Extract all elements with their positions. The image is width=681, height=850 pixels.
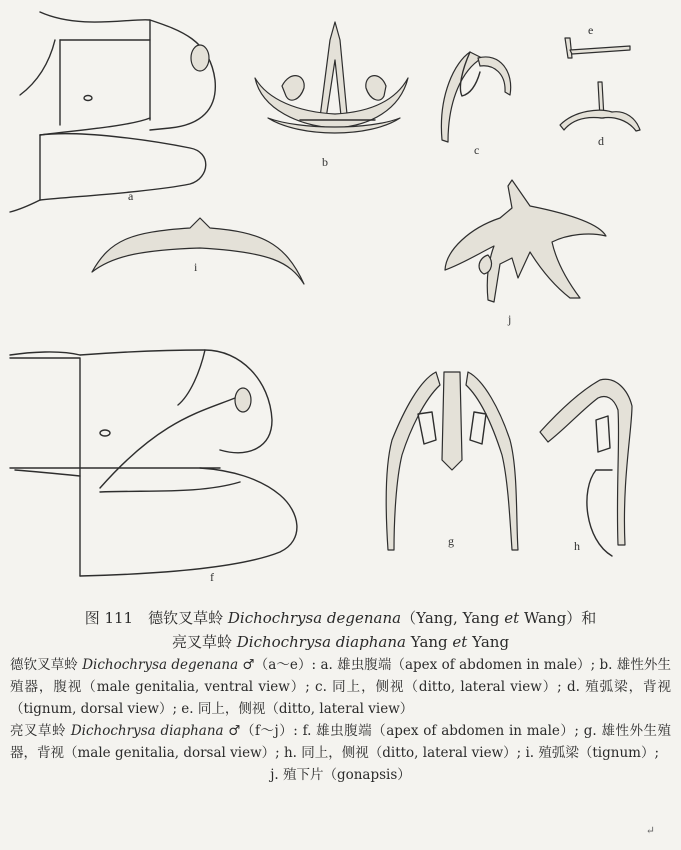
p1-text: ♂（a～e）: a. 雄虫腹端（apex of abdomen in male）; b. 雄性外生殖器，腹视（male genitalia, ventral view）; c. 同上，侧视（ditto, lateral view）; d. 殖弧梁，背视（tignum, dorsal view）; e. 同上，侧视（ditto, lateral view） <box>10 657 671 717</box>
caption-title <box>0 606 681 630</box>
p1-species: Dichochrysa degenana <box>82 657 239 673</box>
panel-label-h: h <box>574 539 580 553</box>
panel-label-c: c <box>474 143 480 157</box>
p1-cn: 德钦叉草蛉 <box>10 657 78 673</box>
drawing-g <box>386 372 518 550</box>
panel-label-e: e <box>588 23 594 37</box>
panel-label-f: f <box>210 570 214 584</box>
panel-label-a: a <box>128 189 134 203</box>
panel-label-b: b <box>322 155 328 169</box>
author-2a: Yang <box>405 633 453 651</box>
drawing-j <box>445 180 606 302</box>
panel-label-i: i <box>194 260 198 274</box>
title-prefix: 图 111 德钦叉草蛉 <box>84 609 224 627</box>
caption-last-line: j. 殖下片（gonapsis） <box>270 767 411 783</box>
caption-paragraph-2 <box>0 720 681 764</box>
caption-paragraph-1 <box>0 654 681 720</box>
title-line2-cn: 亮叉草蛉 <box>171 633 232 651</box>
drawing-e <box>565 38 630 58</box>
author-1a: （Yang, Yang <box>401 609 505 627</box>
species-name-2: Dichochrysa diaphana <box>236 633 406 651</box>
drawing-i <box>92 218 304 284</box>
author-1b: Wang）和 <box>519 609 597 627</box>
paragraph-end-mark: ↵ <box>645 824 655 837</box>
p2-cn: 亮叉草蛉 <box>10 723 67 739</box>
p2-text: ♂（f～j）: f. 雄虫腹端（apex of abdomen in male）; g. 雄性外生殖器，背视（male genitalia, dorsal view）; h. 同上，侧视（ditto, lateral view）; i. 殖弧梁（tignum）; <box>10 723 672 761</box>
species-name-1: Dichochrysa degenana <box>227 609 402 627</box>
panel-label-d: d <box>598 134 604 148</box>
figure-caption <box>0 606 681 850</box>
caption-title-line2 <box>0 630 681 654</box>
author-2-et: et <box>452 633 468 651</box>
author-1-et: et <box>504 609 520 627</box>
author-2b: Yang <box>467 633 510 651</box>
p2-species: Dichochrysa diaphana <box>70 723 224 739</box>
drawing-d <box>560 82 640 131</box>
drawing-a <box>10 12 215 212</box>
drawing-c <box>441 52 510 142</box>
panel-label-j: j <box>508 312 512 326</box>
drawing-h <box>540 379 632 556</box>
drawing-f <box>10 350 297 576</box>
drawing-b <box>255 22 408 133</box>
panel-label-g: g <box>448 534 454 548</box>
